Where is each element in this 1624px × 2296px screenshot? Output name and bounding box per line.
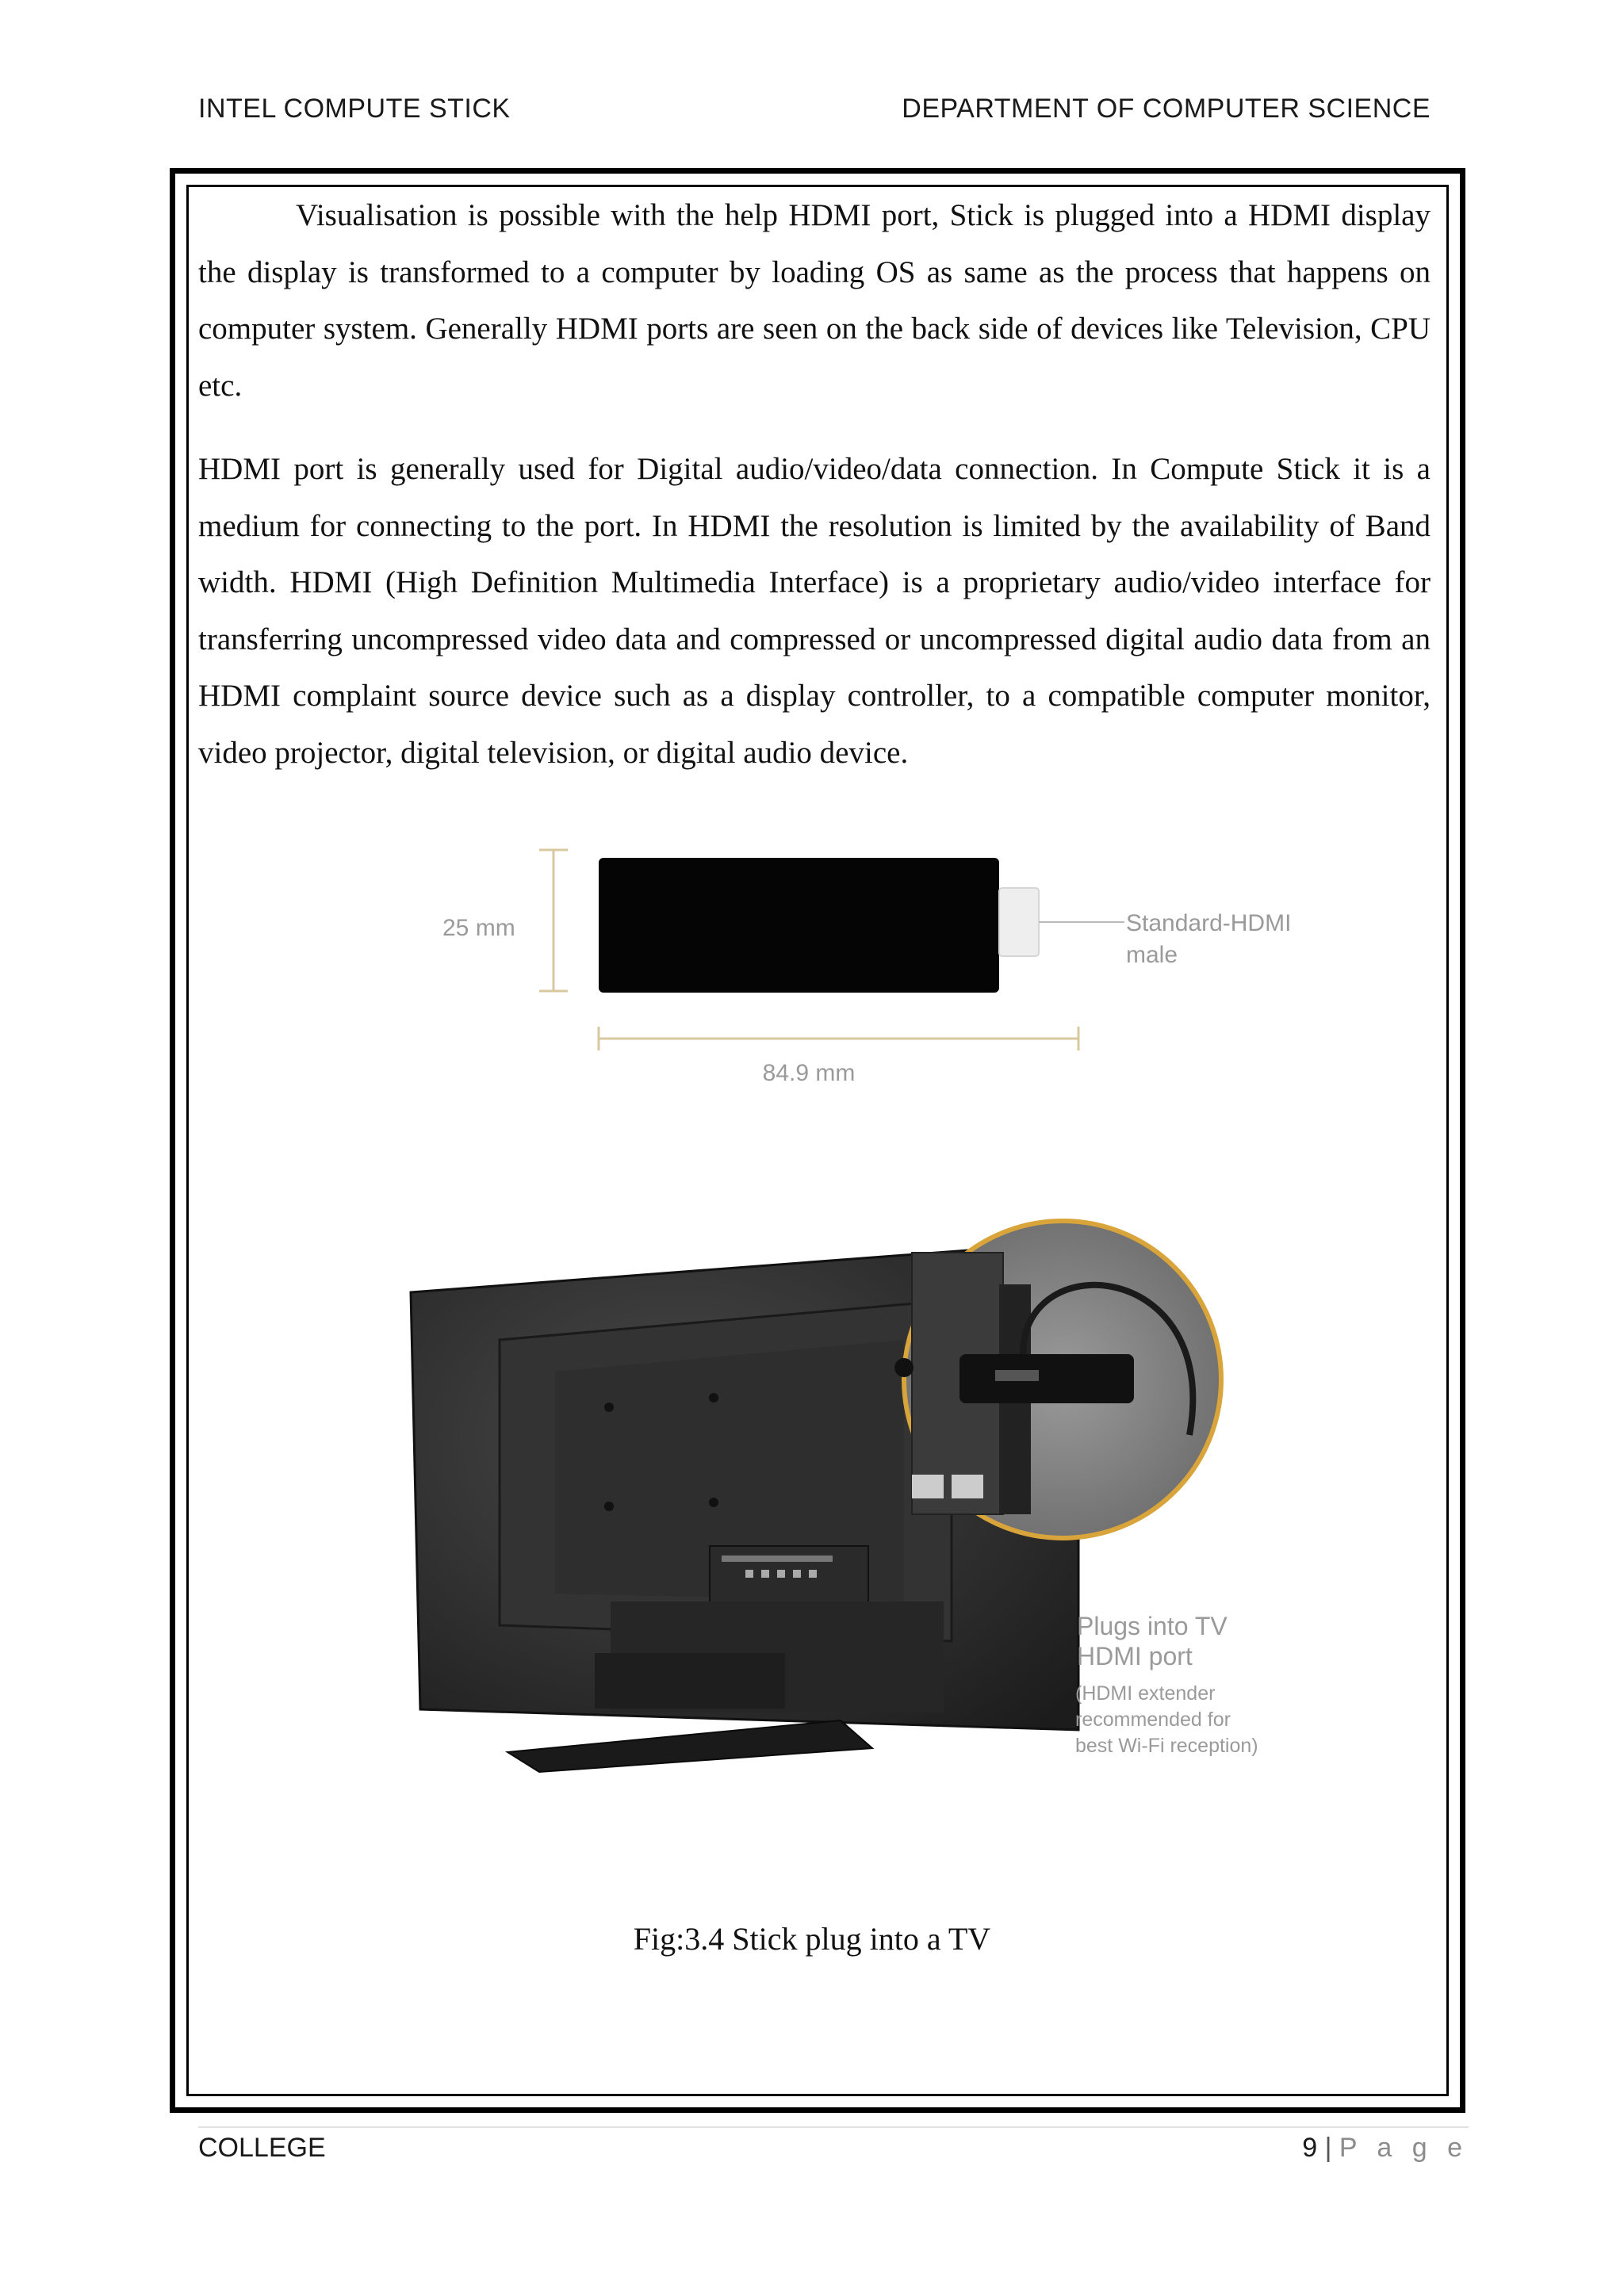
plugged-compute-stick bbox=[959, 1354, 1134, 1403]
tv-note-line-2: recommended for bbox=[1075, 1709, 1231, 1731]
footer-divider bbox=[198, 2126, 1469, 2128]
compute-stick-body bbox=[599, 858, 999, 993]
page-number: 9 bbox=[1302, 2133, 1318, 2163]
connector-label-line-1: Standard-HDMI bbox=[1126, 910, 1292, 936]
body-paragraph-2: HDMI port is generally used for Digital audio/video/data connection. In Compute Stick it is a medium for connecting to the port. In HDMI the resolution is limited by the availability of Band width. HDMI (High Definition Multimedia Interface) is a proprietary audio/video interface for transferring uncompressed video data and compressed or uncompressed digital audio data from an HDMI complaint source device such as a display controller, to a compatible computer monitor, video projector, digital television, or digital audio device. bbox=[198, 452, 1431, 770]
figure-caption: Fig:3.4 Stick plug into a TV bbox=[633, 1921, 991, 1957]
body-paragraph-1: Visualisation is possible with the help HDMI port, Stick is plugged into a HDMI display the display is transformed to a computer by loading OS as same as the process that happens on computer system. Generally HDMI ports are seen on the back side of devices like Television, CPU etc. bbox=[198, 198, 1431, 403]
hdmi-connector bbox=[999, 888, 1039, 956]
connector-label-line-2: male bbox=[1126, 942, 1178, 968]
footer-separator: | bbox=[1324, 2133, 1332, 2163]
page-word: P a g e bbox=[1339, 2133, 1469, 2163]
width-label: 84.9 mm bbox=[762, 1060, 856, 1086]
height-label: 25 mm bbox=[442, 915, 515, 941]
tv-with-compute-stick-figure bbox=[396, 1173, 1348, 1792]
tv-note-line-3: best Wi-Fi reception) bbox=[1075, 1735, 1258, 1757]
tv-note-line-1: (HDMI extender bbox=[1075, 1682, 1216, 1705]
header-right-title: DEPARTMENT OF COMPUTER SCIENCE bbox=[902, 94, 1431, 124]
footer-left-label: COLLEGE bbox=[198, 2133, 326, 2163]
tv-label-line-2: HDMI port bbox=[1077, 1642, 1193, 1670]
footer-page-indicator bbox=[1302, 2133, 1469, 2164]
tv-label-line-1: Plugs into TV bbox=[1077, 1612, 1228, 1640]
tv-stand bbox=[508, 1720, 872, 1772]
header-left-title: INTEL COMPUTE STICK bbox=[198, 94, 511, 124]
compute-stick-dimension-figure bbox=[412, 825, 1348, 1110]
